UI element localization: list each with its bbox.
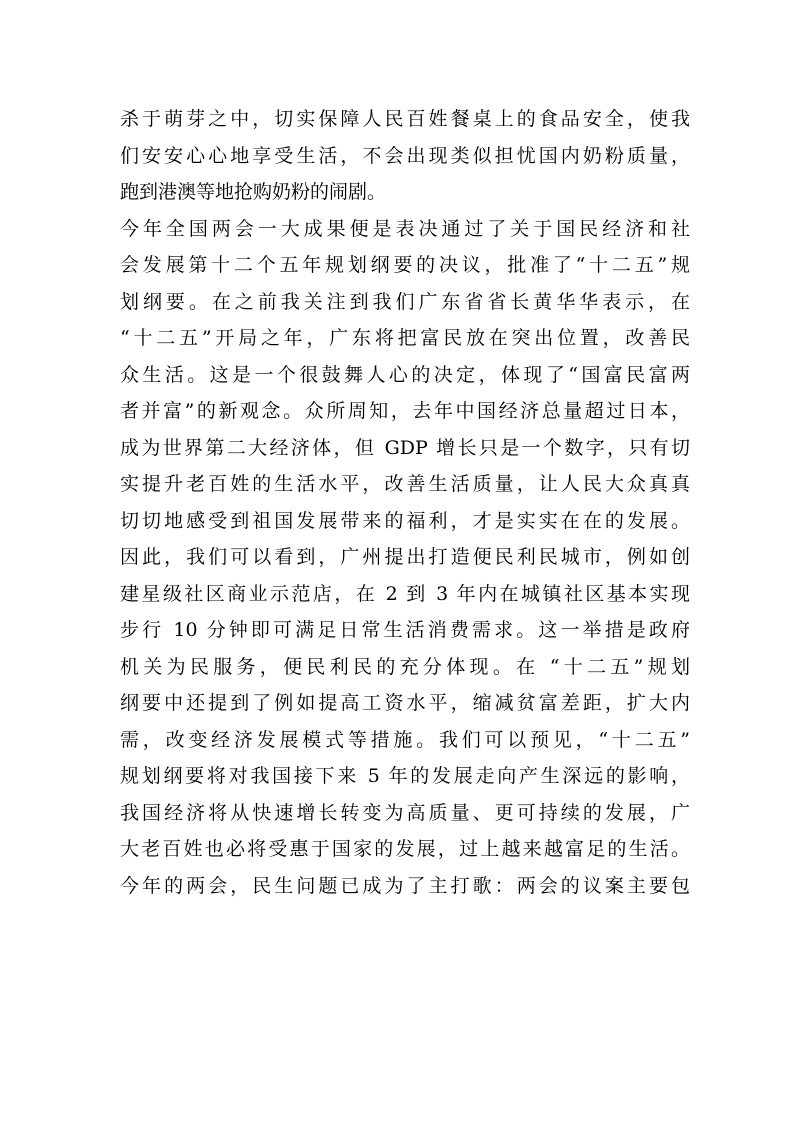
text-line: 杀于萌芽之中，切实保障人民百姓餐桌上的食品安全，使我 (120, 108, 690, 130)
text-line: 机关为民服务，便民利民的充分体现。在 “十二五”规划 (120, 655, 690, 678)
text-line: 们安安心心地享受生活，不会出现类似担忧国内奶粉质量， (120, 144, 690, 167)
text-line: 建星级社区商业示范店，在 2 到 3 年内在城镇社区基本实现 (120, 582, 690, 605)
text-line: 规划纲要将对我国接下来 5 年的发展走向产生深远的影响， (120, 765, 690, 787)
body-text (120, 101, 690, 904)
text-line: 因此，我们可以看到，广州提出打造便民利民城市，例如创 (120, 546, 690, 568)
text-line: 切切地感受到祖国发展带来的福利，才是实实在在的发展。 (120, 509, 690, 532)
text-line: 需，改变经济发展模式等措施。我们可以预见，“十二五” (120, 728, 690, 751)
text-line: 实提升老百姓的生活水平，改善生活质量，让人民大众真真 (120, 473, 690, 495)
text-line: 我国经济将从快速增长转变为高质量、更可持续的发展，广 (120, 801, 690, 824)
text-line: 纲要中还提到了例如提高工资水平，缩减贫富差距，扩大内 (120, 692, 690, 714)
text-line: 步行 10 分钟即可满足日常生活消费需求。这一举措是政府 (120, 619, 690, 641)
text-line: 众生活。这是一个很鼓舞人心的决定，体现了“国富民富两 (120, 363, 690, 386)
text-line: 大老百姓也必将受惠于国家的发展，过上越来越富足的生活。 (120, 838, 690, 860)
text-line: 者并富”的新观念。众所周知，去年中国经济总量超过日本， (120, 400, 690, 422)
text-line: 会发展第十二个五年规划纲要的决议，批准了“十二五”规 (120, 254, 690, 276)
text-line: 今年全国两会一大成果便是表决通过了关于国民经济和社 (120, 217, 690, 240)
text-line: 今年的两会，民生问题已成为了主打歌：两会的议案主要包 (120, 874, 690, 897)
text-line: 跑到港澳等地抢购奶粉的闹剧。 (120, 181, 387, 203)
text-line: 划纲要。在之前我关注到我们广东省省长黄华华表示，在 (120, 290, 690, 313)
text-line: 成为世界第二大经济体，但 GDP 增长只是一个数字，只有切 (120, 436, 690, 459)
text-line: “十二五”开局之年，广东将把富民放在突出位置，改善民 (120, 327, 690, 349)
